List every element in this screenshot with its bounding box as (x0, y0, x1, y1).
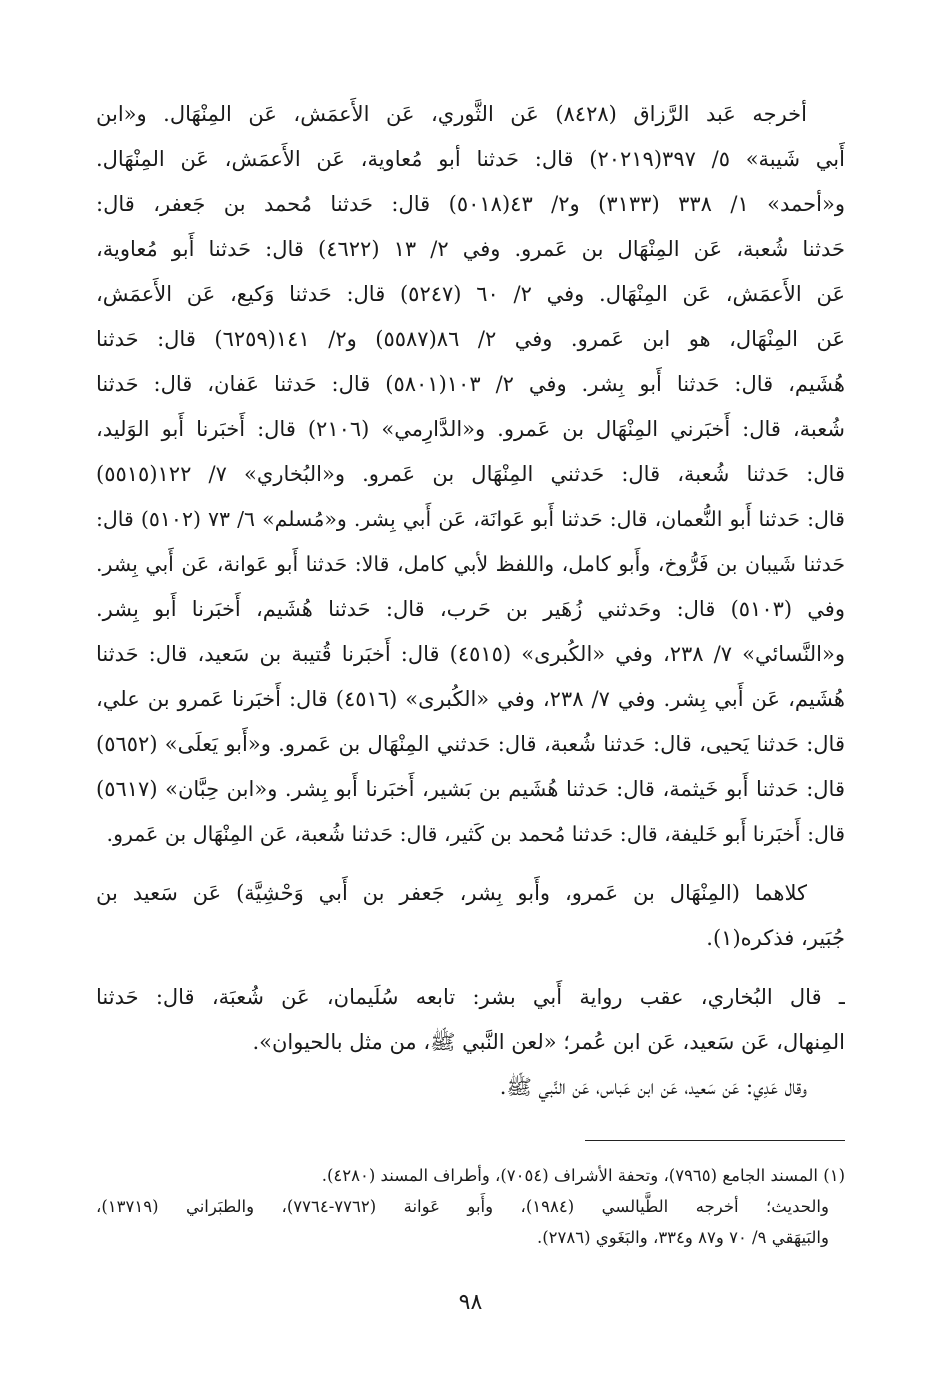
text-line: كلاهما (المِنْهَال بن عَمرو، وأَبو بِشر، جَعفر بن أَبي وَحْشِيَّة) عَن سَعيد بن (96, 881, 807, 905)
text-line: عَن الأَعمَش، عَن المِنْهَال. وفي ٢/ ٦٠ (٥٢٤٧) قال: حَدثنا وَكيع، عَن الأَعمَش، (96, 282, 845, 306)
text-line: وقال عَدِي: عَن سَعيد، عَن ابن عَباس، عَن النَّبي ﷺ. (499, 1075, 807, 1099)
text-line: هُشَيم، قال: حَدثنا أَبو بِشر. وفي ٢/ ١٠٣(٥٨٠١) قال: حَدثنا عَفان، قال: حَدثنا (96, 372, 845, 396)
main-text (96, 92, 845, 1110)
text-line: قال: حَدثنا أَبو خَيثمة، قال: حَدثنا هُشَيم بن بَشير، أَخبَرنا أَبو بِشر. و«ابن حِبَّان» (٥٦١٧) (96, 777, 845, 801)
bukhari-note-paragraph (96, 975, 845, 1065)
text-line: هُشَيم، عَن أَبي بِشر. وفي ٧/ ٢٣٨، وفي «الكُبرى» (٤٥١٦) قال: أَخبَرنا عَمرو بن علي، (96, 687, 845, 711)
text-line: قال: أَخبَرنا أَبو خَليفة، قال: حَدثنا مُحمد بن كَثير، قال: حَدثنا شُعبة، عَن المِنْهَال بن عَمرو. (106, 822, 845, 846)
text-line: قال: حَدثنا شُعبة، قال: حَدثني المِنْهَال بن عَمرو. و«البُخاري» ٧/ ١٢٢(٥٥١٥) (96, 462, 845, 486)
chain-paragraph (96, 871, 845, 961)
footnote-line: والبَيهَقي ٩/ ٧٠ و٨٧ و٣٣٤، والبَغَوي (٢٧٨٦). (536, 1228, 829, 1247)
adi-note-paragraph (96, 1065, 845, 1110)
paragraph-gap (96, 857, 845, 871)
footnote-line: والحديث؛ أخرجه الطَّيالسي (١٩٨٤)، وأَبو عَوانة (٧٧٦٢-٧٧٦٤)، والطبَراني (١٣٧١٩)، (96, 1197, 829, 1216)
text-line: حَدثنا شُعبة، عَن المِنْهَال بن عَمرو. وفي ٢/ ١٣ (٤٦٢٢) قال: حَدثنا أَبو مُعاوية، (96, 237, 845, 261)
text-line: وفي (٥١٠٣) قال: وحَدثني زُهَير بن حَرب، قال: حَدثنا هُشَيم، أَخبَرنا أَبو بِشر. (96, 597, 845, 621)
text-line: أَبي شَيبة» ٥/ ٣٩٧(٢٠٢١٩) قال: حَدثنا أبو مُعاوية، عَن الأَعمَش، عَن المِنْهَال. (96, 147, 845, 171)
footnote-separator (585, 1140, 845, 1141)
text-line: و«أحمد» ١/ ٣٣٨ (٣١٣٣) و٢/ ٤٣(٥٠١٨) قال: حَدثنا مُحمد بن جَعفر، قال: (96, 192, 845, 216)
takhrij-paragraph (96, 92, 845, 857)
paragraph-gap (96, 961, 845, 975)
text-line: عَن المِنْهَال، هو ابن عَمرو. وفي ٢/ ٨٦(٥٥٨٧) و٢/ ١٤١(٦٢٥٩) قال: حَدثنا (96, 327, 845, 351)
text-line: و«النَّسائي» ٧/ ٢٣٨، وفي «الكُبرى» (٤٥١٥) قال: أَخبَرنا قُتيبة بن سَعيد، قال: حَدثنا (96, 642, 845, 666)
footnote-line: (١) المسند الجامع (٧٩٦٥)، وتحفة الأشراف (٧٠٥٤)، وأطراف المسند (٤٢٨٠). (321, 1166, 845, 1185)
text-line: شُعبة، قال: أَخبَرني المِنْهَال بن عَمرو. و«الدَّارِمي» (٢١٠٦) قال: أَخبَرنا أَبو الوَليد، (96, 417, 845, 441)
text-line: قال: حَدثنا أَبو النُّعمان، قال: حَدثنا أَبو عَوانَة، عَن أَبي بِشر. و«مُسلم» ٦/ ٧٣ (٥١٠٢) قال: (96, 507, 845, 531)
page-number: ٩٨ (458, 1290, 483, 1315)
text-line: ـ قال البُخاري، عقب رواية أَبي بشر: تابعه سُلَيمان، عَن شُعبَة، قال: حَدثنا (96, 985, 845, 1009)
text-line: أخرجه عَبد الرَّزاق (٨٤٢٨) عَن الثَّوري، عَن الأَعمَش، عَن المِنْهَال. و«ابن (96, 102, 807, 126)
text-line: المِنهال، عَن سَعيد، عَن ابن عُمر؛ «لعن النَّبي ﷺ، من مثل بالحيوان». (252, 1030, 845, 1054)
text-line: جُبَير، فذكره(١). (706, 926, 845, 950)
text-line: حَدثنا شَيبان بن فَرُّوخ، وأَبو كامل، واللفظ لأبي كامل، قالا: حَدثنا أَبو عَوانة، عَن أَبي بِشر. (96, 552, 845, 576)
text-line: قال: حَدثنا يَحيى، قال: حَدثنا شُعبة، قال: حَدثني المِنْهَال بن عَمرو. و«أَبو يَعلَى» (٥٦٥٢) (96, 732, 845, 756)
footnotes (96, 1160, 845, 1253)
